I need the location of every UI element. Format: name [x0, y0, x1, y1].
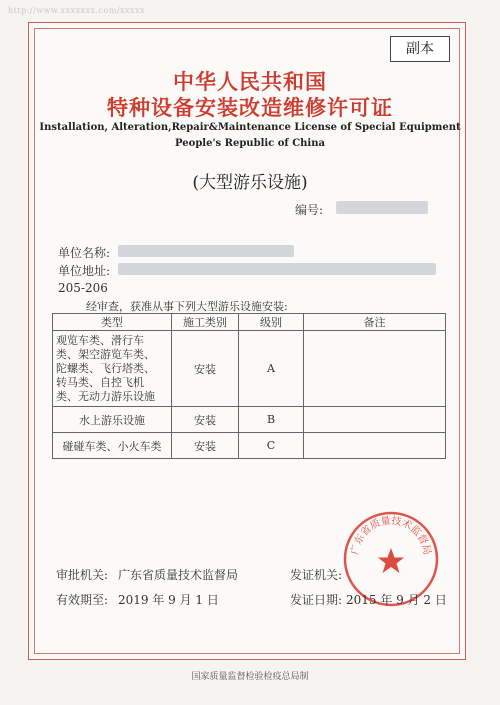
- row-note-cell: [304, 331, 446, 407]
- issuer-footnote: 国家质量监督检验检疫总局制: [191, 672, 309, 682]
- type-line: 类、无动力游乐设施: [56, 389, 155, 403]
- valid-until-label: 有效期至:: [56, 593, 109, 607]
- table-row: [53, 331, 446, 407]
- issue-date: 2015 年 9 月 2 日: [346, 593, 447, 607]
- type-line: 转马类、自控飞机: [56, 375, 144, 389]
- title-en-line2: People's Republic of China: [175, 138, 325, 149]
- approval-org: 广东省质量技术监督局: [118, 568, 239, 582]
- row-note-cell: [304, 433, 446, 459]
- number-redacted: [336, 201, 428, 214]
- approval-table: [52, 313, 446, 459]
- title-cn-line2: 特种设备安装改造维修许可证: [107, 95, 393, 120]
- row-category-cell: 安装: [172, 407, 239, 433]
- table-row: [53, 433, 446, 459]
- issuing-org-label: 发证机关:: [290, 568, 343, 582]
- row-level-cell: A: [239, 331, 304, 407]
- valid-until-date: 2019 年 9 月 1 日: [118, 593, 219, 607]
- header-type: 类型: [53, 314, 172, 331]
- type-line: 观览车类、滑行车: [56, 333, 144, 347]
- row-note-cell: [304, 407, 446, 433]
- row-category-cell: 安装: [172, 433, 239, 459]
- address-tail: 205-206: [58, 281, 108, 295]
- svg-text:广东省质量技术监督局: 广东省质量技术监督局: [349, 515, 433, 556]
- row-type-cell: [53, 331, 172, 407]
- header-category: 施工类别: [172, 314, 239, 331]
- approval-org-label: 审批机关:: [56, 568, 109, 582]
- unit-address-label: 单位地址:: [58, 264, 111, 278]
- header-note: 备注: [304, 314, 446, 331]
- certificate-subtitle: (大型游乐设施): [192, 173, 308, 193]
- type-line: 陀螺类、飞行塔类、: [56, 361, 155, 375]
- unit-name-redacted: [118, 245, 294, 257]
- row-type-cell: 碰碰车类、小火车类: [53, 433, 172, 459]
- header-level: 级别: [239, 314, 304, 331]
- row-type-cell: 水上游乐设施: [53, 407, 172, 433]
- watermark-url: http://www.xxxxxxx.com/xxxxx: [8, 6, 146, 15]
- row-category-cell: 安装: [172, 331, 239, 407]
- row-level-cell: C: [239, 433, 304, 459]
- issue-date-label: 发证日期:: [290, 593, 343, 607]
- copy-mark-box: 副本: [390, 36, 450, 62]
- table-row: [53, 407, 446, 433]
- type-line: 类、架空游览车类、: [56, 347, 155, 361]
- number-label: 编号:: [295, 203, 324, 217]
- title-en-line1: Installation, Alteration,Repair&Maintenance License of Special Equipment: [39, 122, 461, 133]
- unit-name-label: 单位名称:: [58, 246, 111, 260]
- unit-address-redacted: [118, 263, 436, 275]
- title-cn-line1: 中华人民共和国: [173, 69, 327, 94]
- row-level-cell: B: [239, 407, 304, 433]
- table-header-row: [53, 314, 446, 331]
- approval-text: 经审查，获准从事下列大型游乐设施安装:: [86, 300, 288, 313]
